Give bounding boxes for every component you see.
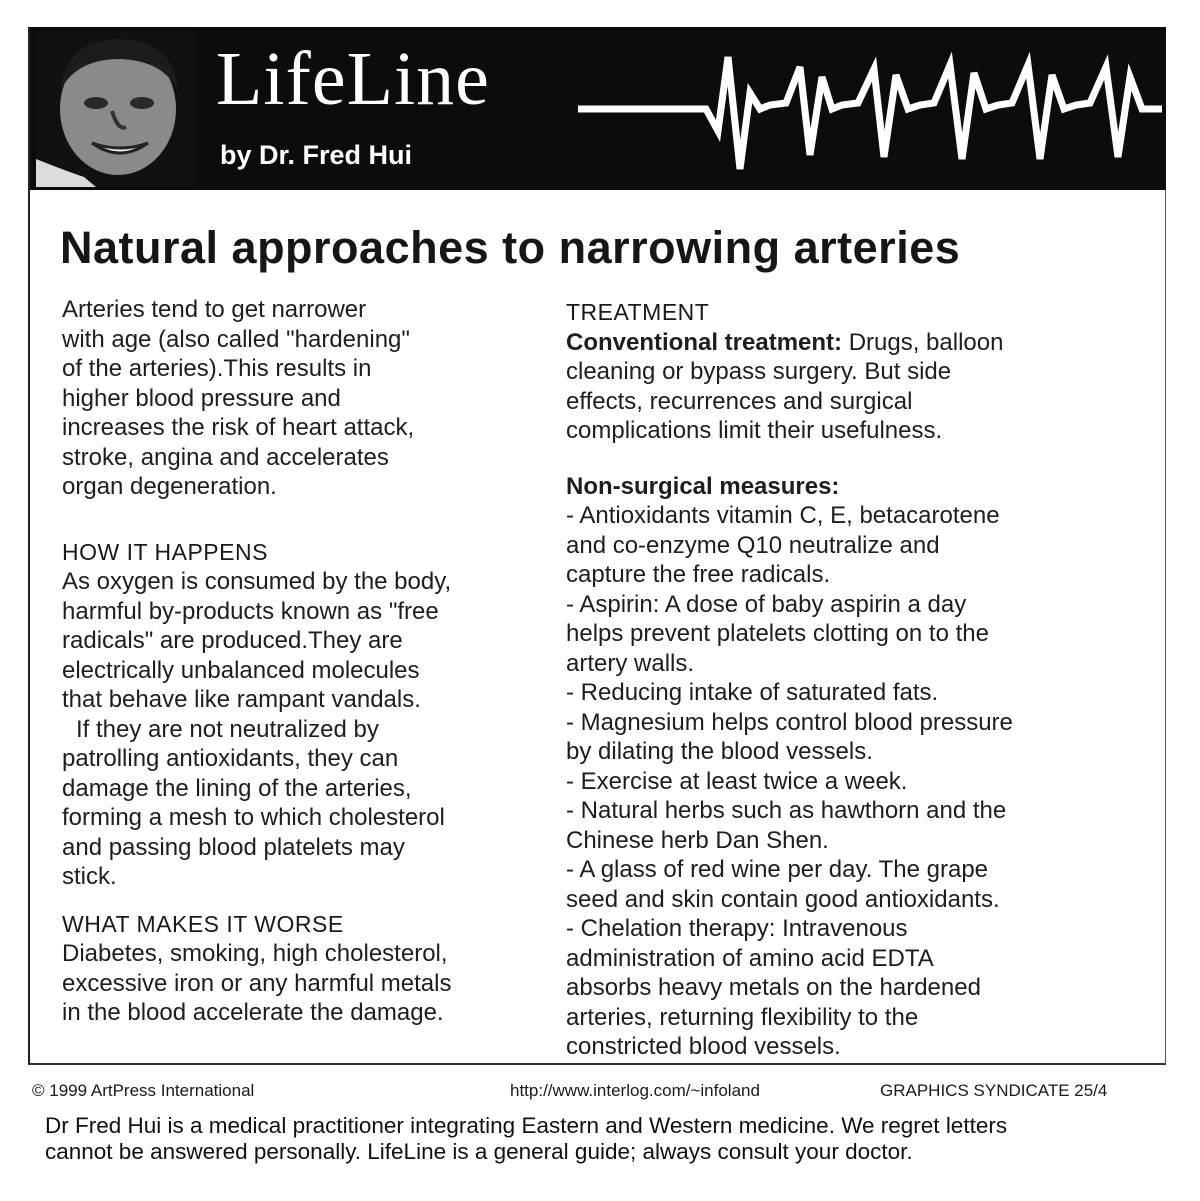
measure-line: artery walls. xyxy=(566,649,695,677)
treatment-line: cleaning or bypass surgery. But side xyxy=(566,358,952,385)
nonsurgical-heading: Non-surgical measures: xyxy=(566,472,840,500)
right-column xyxy=(566,298,1156,1062)
column-logo: LifeLine xyxy=(216,37,490,121)
measure-line: absorbs heavy metals on the hardened xyxy=(566,974,981,1001)
spacer xyxy=(62,892,552,910)
body-line: in the blood accelerate the damage. xyxy=(62,999,444,1026)
measure-line: by dilating the blood vessels. xyxy=(566,738,873,765)
measure-line: - Natural herbs such as hawthorn and the xyxy=(566,797,1007,824)
measure-line: arteries, returning flexibility to the xyxy=(566,1003,919,1031)
intro-line: increases the risk of heart attack, xyxy=(62,414,415,441)
treatment-line: complications limit their usefulness. xyxy=(566,417,943,444)
measure-line: - A glass of red wine per day. The grape xyxy=(566,856,989,883)
measure-line: constricted blood vessels. xyxy=(566,1033,841,1060)
intro-line: stroke, angina and accelerates xyxy=(62,443,389,471)
measure-line: seed and skin contain good antioxidants. xyxy=(566,885,1000,913)
measure-line: helps prevent platelets clotting on to the xyxy=(566,620,989,647)
measure-line: - Magnesium helps control blood pressure xyxy=(566,708,1013,736)
treatment-line xyxy=(566,328,1156,358)
measure-line: Chinese herb Dan Shen. xyxy=(566,826,829,854)
body-line: If they are not neutralized by xyxy=(76,715,379,743)
column-banner xyxy=(30,27,1166,190)
intro-line: of the arteries).This results in xyxy=(62,355,372,382)
conventional-label: Conventional treatment: xyxy=(566,328,843,356)
spacer xyxy=(566,446,1156,472)
section-heading-treatment: TREATMENT xyxy=(566,299,710,325)
measure-line: - Exercise at least twice a week. xyxy=(566,767,908,795)
headline: Natural approaches to narrowing arteries xyxy=(60,222,961,273)
bio-line: cannot be answered personally. LifeLine is a general guide; always consult your doctor. xyxy=(45,1139,913,1164)
copyright-notice: © 1999 ArtPress International xyxy=(32,1081,255,1100)
author-portrait xyxy=(36,31,196,187)
body-line: that behave like rampant vandals. xyxy=(62,686,421,713)
intro-line: higher blood pressure and xyxy=(62,384,341,412)
measure-line: - Reducing intake of saturated fats. xyxy=(566,679,939,706)
body-line: radicals" are produced.They are xyxy=(62,627,403,654)
measure-line: and co-enzyme Q10 neutralize and xyxy=(566,531,940,559)
intro-line: Arteries tend to get narrower xyxy=(62,296,367,323)
treatment-line: effects, recurrences and surgical xyxy=(566,387,913,415)
measure-line: - Antioxidants vitamin C, E, betacarotene xyxy=(566,502,1000,529)
body-line: harmful by-products known as "free xyxy=(62,597,439,625)
byline: by Dr. Fred Hui xyxy=(220,140,413,170)
section-heading-how-it-happens: HOW IT HAPPENS xyxy=(62,538,268,565)
author-bio xyxy=(45,1113,1165,1165)
body-line: and passing blood platelets may xyxy=(62,833,405,861)
website-url: http://www.interlog.com/~infoland xyxy=(510,1081,760,1100)
body-line: electrically unbalanced molecules xyxy=(62,656,420,684)
left-column xyxy=(62,295,552,1028)
bio-line: Dr Fred Hui is a medical practitioner integrating Eastern and Western medicine. We regret letters xyxy=(45,1113,1008,1138)
section-heading-what-makes-it-worse: WHAT MAKES IT WORSE xyxy=(62,910,344,937)
body-line: Diabetes, smoking, high cholesterol, xyxy=(62,940,448,967)
body-line: As oxygen is consumed by the body, xyxy=(62,568,452,595)
syndicate-credit: GRAPHICS SYNDICATE 25/4 xyxy=(880,1081,1108,1100)
body-line: patrolling antioxidants, they can xyxy=(62,745,399,772)
article-clipping xyxy=(28,27,1166,1065)
measure-line: administration of amino acid EDTA xyxy=(566,944,934,972)
heartbeat-line-icon xyxy=(578,47,1162,187)
intro-line: organ degeneration. xyxy=(62,473,277,500)
body-line: forming a mesh to which cholesterol xyxy=(62,804,445,831)
spacer xyxy=(62,502,552,538)
intro-line: with age (also called "hardening" xyxy=(62,325,410,353)
body-line: stick. xyxy=(62,863,117,890)
conventional-text: Drugs, balloon xyxy=(842,328,1004,356)
body-line: damage the lining of the arteries, xyxy=(62,774,412,802)
measure-line: - Aspirin: A dose of baby aspirin a day xyxy=(566,590,967,618)
measure-line: capture the free radicals. xyxy=(566,561,831,588)
measure-line: - Chelation therapy: Intravenous xyxy=(566,915,908,942)
body-line: excessive iron or any harmful metals xyxy=(62,969,452,997)
